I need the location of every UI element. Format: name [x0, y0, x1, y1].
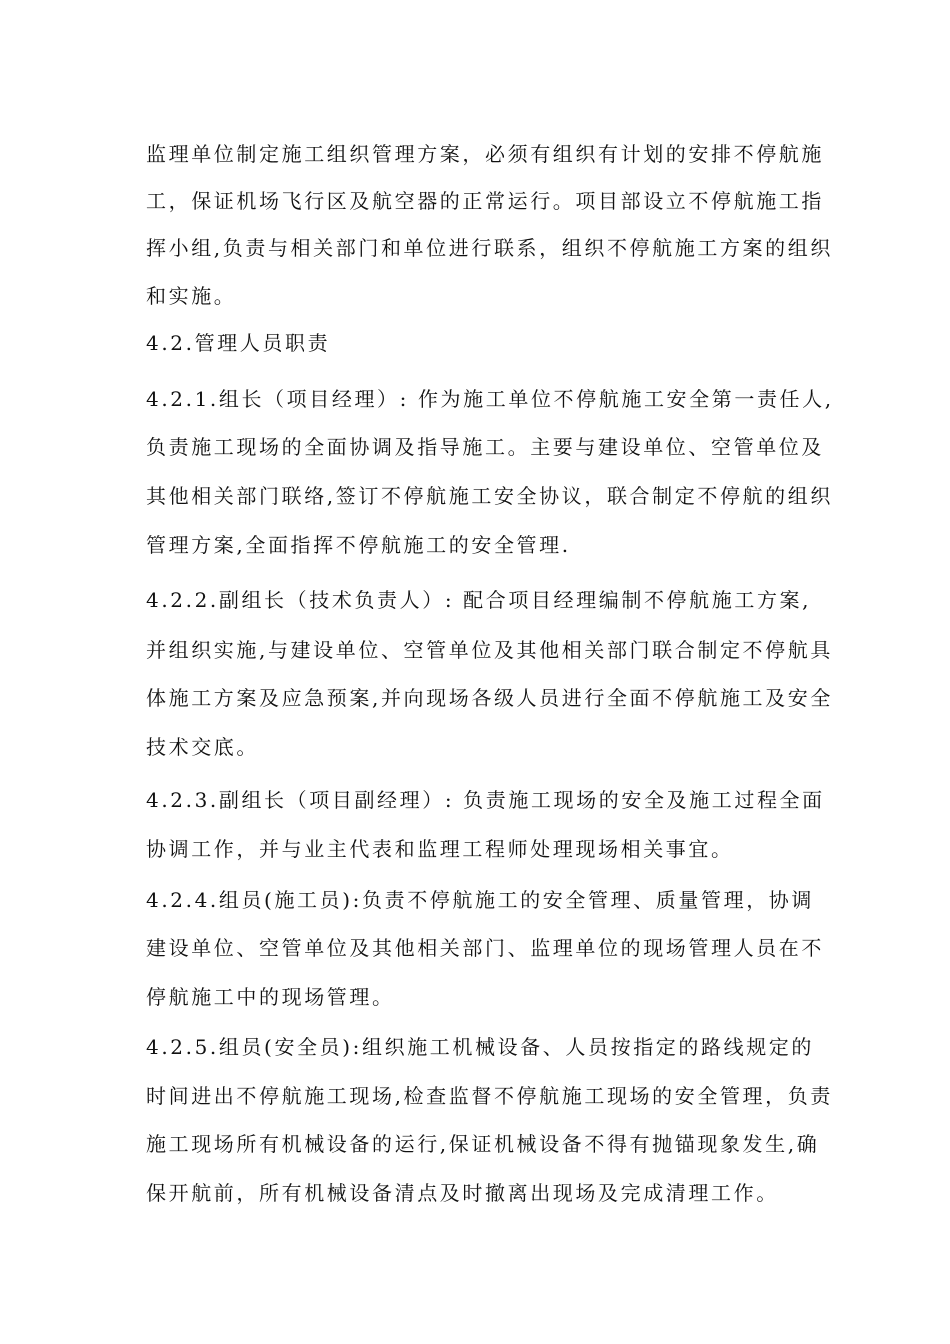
body-text-line: 并组织实施,与建设单位、空管单位及其他相关部门联合制定不停航具: [146, 638, 833, 662]
subsection-line: 4.2.3.副组长（项目副经理）: 负责施工现场的安全及施工过程全面: [146, 788, 825, 812]
subsection-line: 4.2.5.组员(安全员):组织施工机械设备、人员按指定的路线规定的: [146, 1035, 814, 1059]
body-text-line: 保开航前，所有机械设备清点及时撤离出现场及完成清理工作。: [146, 1181, 779, 1205]
subsection-line: 4.2.1.组长（项目经理）: 作为施工单位不停航施工安全第一责任人,: [146, 387, 834, 411]
body-text-line: 工，保证机场飞行区及航空器的正常运行。项目部设立不停航施工指: [146, 189, 824, 213]
body-text-line: 技术交底。: [146, 735, 259, 759]
body-text-line: 建设单位、空管单位及其他相关部门、监理单位的现场管理人员在不: [146, 936, 824, 960]
body-text-line: 时间进出不停航施工现场,检查监督不停航施工现场的安全管理，负责: [146, 1084, 833, 1108]
body-text-line: 施工现场所有机械设备的运行,保证机械设备不得有抛锚现象发生,确: [146, 1132, 820, 1156]
body-text-line: 体施工方案及应急预案,并向现场各级人员进行全面不停航施工及安全: [146, 686, 833, 710]
body-text-line: 管理方案,全面指挥不停航施工的安全管理.: [146, 533, 571, 557]
body-text-line: 和实施。: [146, 284, 237, 308]
subsection-line: 4.2.2.副组长（技术负责人）: 配合项目经理编制不停航施工方案,: [146, 588, 812, 612]
body-text-line: 其他相关部门联络,签订不停航施工安全协议，联合制定不停航的组织: [146, 484, 833, 508]
subsection-line: 4.2.4.组员(施工员):负责不停航施工的安全管理、质量管理，协调: [146, 888, 814, 912]
body-text-line: 停航施工中的现场管理。: [146, 985, 395, 1009]
body-text-line: 负责施工现场的全面协调及指导施工。主要与建设单位、空管单位及: [146, 435, 824, 459]
body-text-line: 监理单位制定施工组织管理方案，必须有组织有计划的安排不停航施: [146, 142, 824, 166]
section-heading: 4.2.管理人员职责: [146, 331, 331, 355]
body-text-line: 挥小组,负责与相关部门和单位进行联系，组织不停航施工方案的组织: [146, 236, 833, 260]
body-text-line: 协调工作，并与业主代表和监理工程师处理现场相关事宜。: [146, 837, 734, 861]
